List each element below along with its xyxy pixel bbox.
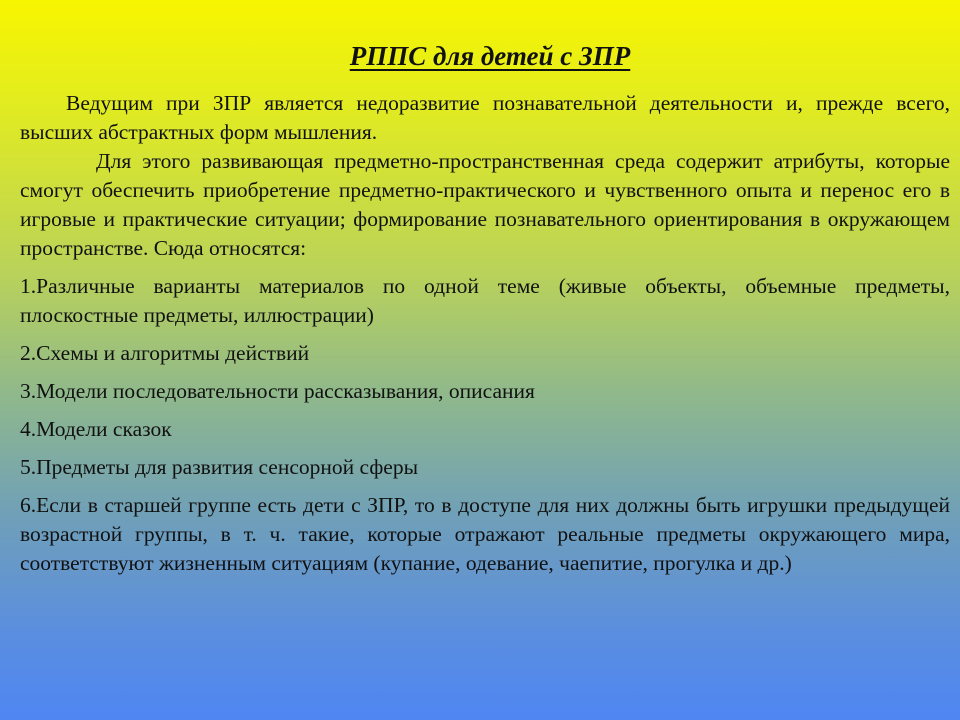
list-item: 4.Модели сказок xyxy=(20,417,172,441)
list-item: 1.Различные варианты материалов по одной теме (живые объекты, объемные предметы, плоскостные предметы, иллюстрации) xyxy=(20,274,950,327)
list-item: 3.Модели последовательности рассказывания, описания xyxy=(20,379,535,403)
intro-paragraph: Ведущим при ЗПР является недоразвитие познавательной деятельности и, прежде всего, высших абстрактных форм мышления. xyxy=(20,91,950,144)
items-list xyxy=(20,272,950,578)
list-item: 5.Предметы для развития сенсорной сферы xyxy=(20,455,419,479)
slide-title: РППС для детей с ЗПР xyxy=(349,41,631,71)
environment-paragraph: Для этого развивающая предметно-пространственная среда содержит атрибуты, которые смогут обеспечить приобретение предметно-практического и чувственного опыта и перенос его в игровые и практические ситуации; формирование познавательного ориентирования в окружающем пространстве. Сюда относятся: xyxy=(20,149,950,260)
list-item: 6.Если в старшей группе есть дети с ЗПР, то в доступе для них должны быть игрушки предыдущей возрастной группы, в т. ч. такие, которые отражают реальные предметы окружающего мира, соответствуют жизненным ситуациям (купание, одевание, чаепитие, прогулка и др.) xyxy=(20,493,950,575)
list-item: 2.Схемы и алгоритмы действий xyxy=(20,341,310,365)
slide-content xyxy=(20,36,950,587)
